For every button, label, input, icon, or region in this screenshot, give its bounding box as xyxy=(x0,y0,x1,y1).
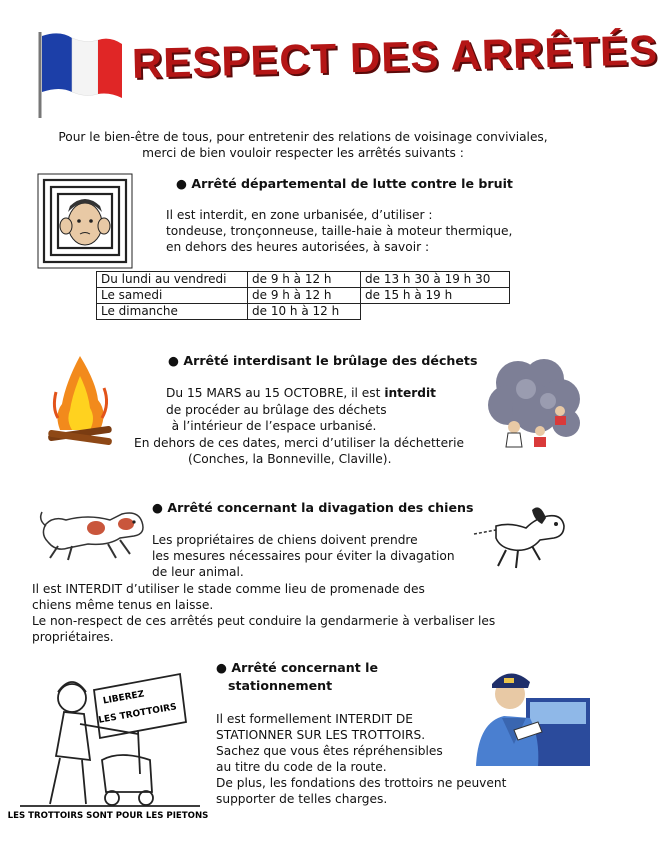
dogs-line-2: les mesures nécessaires pour éviter la divagation xyxy=(152,549,455,563)
burning-line-1 xyxy=(166,385,436,401)
hours-morning: de 9 h à 12 h xyxy=(248,272,361,288)
hours-day: Le samedi xyxy=(97,288,248,304)
burning-heading: ● Arrêté interdisant le brûlage des déchets xyxy=(168,353,478,368)
flying-dog-icon xyxy=(470,500,568,572)
dogs-line-7: propriétaires. xyxy=(32,630,114,644)
noise-illustration-icon xyxy=(38,174,132,268)
hours-day: Le dimanche xyxy=(97,304,248,320)
cartoon-caption: LES TROTTOIRS SONT POUR LES PIETONS xyxy=(7,811,209,821)
cartoon-sign-line-2: LES TROTTOIRS xyxy=(97,702,178,726)
table-row xyxy=(97,304,510,320)
parking-heading-2: stationnement xyxy=(228,678,333,693)
parking-heading-1: ● Arrêté concernant le xyxy=(216,660,379,675)
hours-table xyxy=(96,271,510,320)
table-row xyxy=(97,288,510,304)
dogs-line-5: chiens même tenus en laisse. xyxy=(32,598,214,612)
noise-text-3: en dehors des heures autorisées, à savoir : xyxy=(166,240,430,254)
parking-line-5: De plus, les fondations des trottoirs ne peuvent xyxy=(216,776,507,790)
parking-line-4: au titre du code de la route. xyxy=(216,760,387,774)
dogs-line-4: Il est INTERDIT d’utiliser le stade comme lieu de promenade des xyxy=(32,582,425,596)
french-flag-icon xyxy=(30,28,126,120)
parking-cartoon-icon xyxy=(7,664,209,822)
campfire-icon xyxy=(44,352,116,450)
intro-line-1: Pour le bien-être de tous, pour entretenir des relations de voisinage conviviales, xyxy=(58,130,548,144)
hours-afternoon xyxy=(361,304,510,320)
burning-line-5: (Conches, la Bonneville, Claville). xyxy=(188,452,392,466)
dogs-line-3: de leur animal. xyxy=(152,565,244,579)
hours-afternoon: de 13 h 30 à 19 h 30 xyxy=(361,272,510,288)
smoke-cloud-icon xyxy=(478,353,588,453)
hours-afternoon: de 15 h à 19 h xyxy=(361,288,510,304)
hours-morning: de 9 h à 12 h xyxy=(248,288,361,304)
burning-line-4: En dehors de ces dates, merci d’utiliser la déchetterie xyxy=(134,436,464,450)
hours-morning: de 10 h à 12 h xyxy=(248,304,361,320)
parking-line-6: supporter de telles charges. xyxy=(216,792,388,806)
burning-line-2: de procéder au brûlage des déchets xyxy=(166,403,387,417)
dogs-line-6: Le non-respect de ces arrêtés peut conduire la gendarmerie à verbaliser les xyxy=(32,614,496,628)
dogs-heading: ● Arrêté concernant la divagation des chiens xyxy=(152,500,474,515)
police-officer-icon xyxy=(468,658,590,766)
noise-text-2: tondeuse, tronçonneuse, taille-haie à moteur thermique, xyxy=(166,224,513,238)
noise-text-1: Il est interdit, en zone urbanisée, d’utiliser : xyxy=(166,208,433,222)
burning-line-1-text: Du 15 MARS au 15 OCTOBRE, il est xyxy=(166,386,385,400)
parking-line-1: Il est formellement INTERDIT DE xyxy=(216,712,413,726)
noise-heading: ● Arrêté départemental de lutte contre le bruit xyxy=(176,176,513,191)
cartoon-sign-line-1: LIBEREZ xyxy=(102,689,146,707)
dogs-line-1: Les propriétaires de chiens doivent prendre xyxy=(152,533,418,547)
hours-day: Du lundi au vendredi xyxy=(97,272,248,288)
running-dog-icon xyxy=(38,502,148,564)
burning-line-1-bold: interdit xyxy=(384,386,436,400)
intro-line-2: merci de bien vouloir respecter les arrêtés suivants : xyxy=(142,146,464,160)
parking-line-2: STATIONNER SUR LES TROTTOIRS. xyxy=(216,728,426,742)
burning-line-3: à l’intérieur de l’espace urbanisé. xyxy=(171,419,377,433)
table-row xyxy=(97,272,510,288)
page-title: RESPECT DES ARRÊTÉS xyxy=(131,26,659,87)
parking-line-3: Sachez que vous êtes répréhensibles xyxy=(216,744,443,758)
